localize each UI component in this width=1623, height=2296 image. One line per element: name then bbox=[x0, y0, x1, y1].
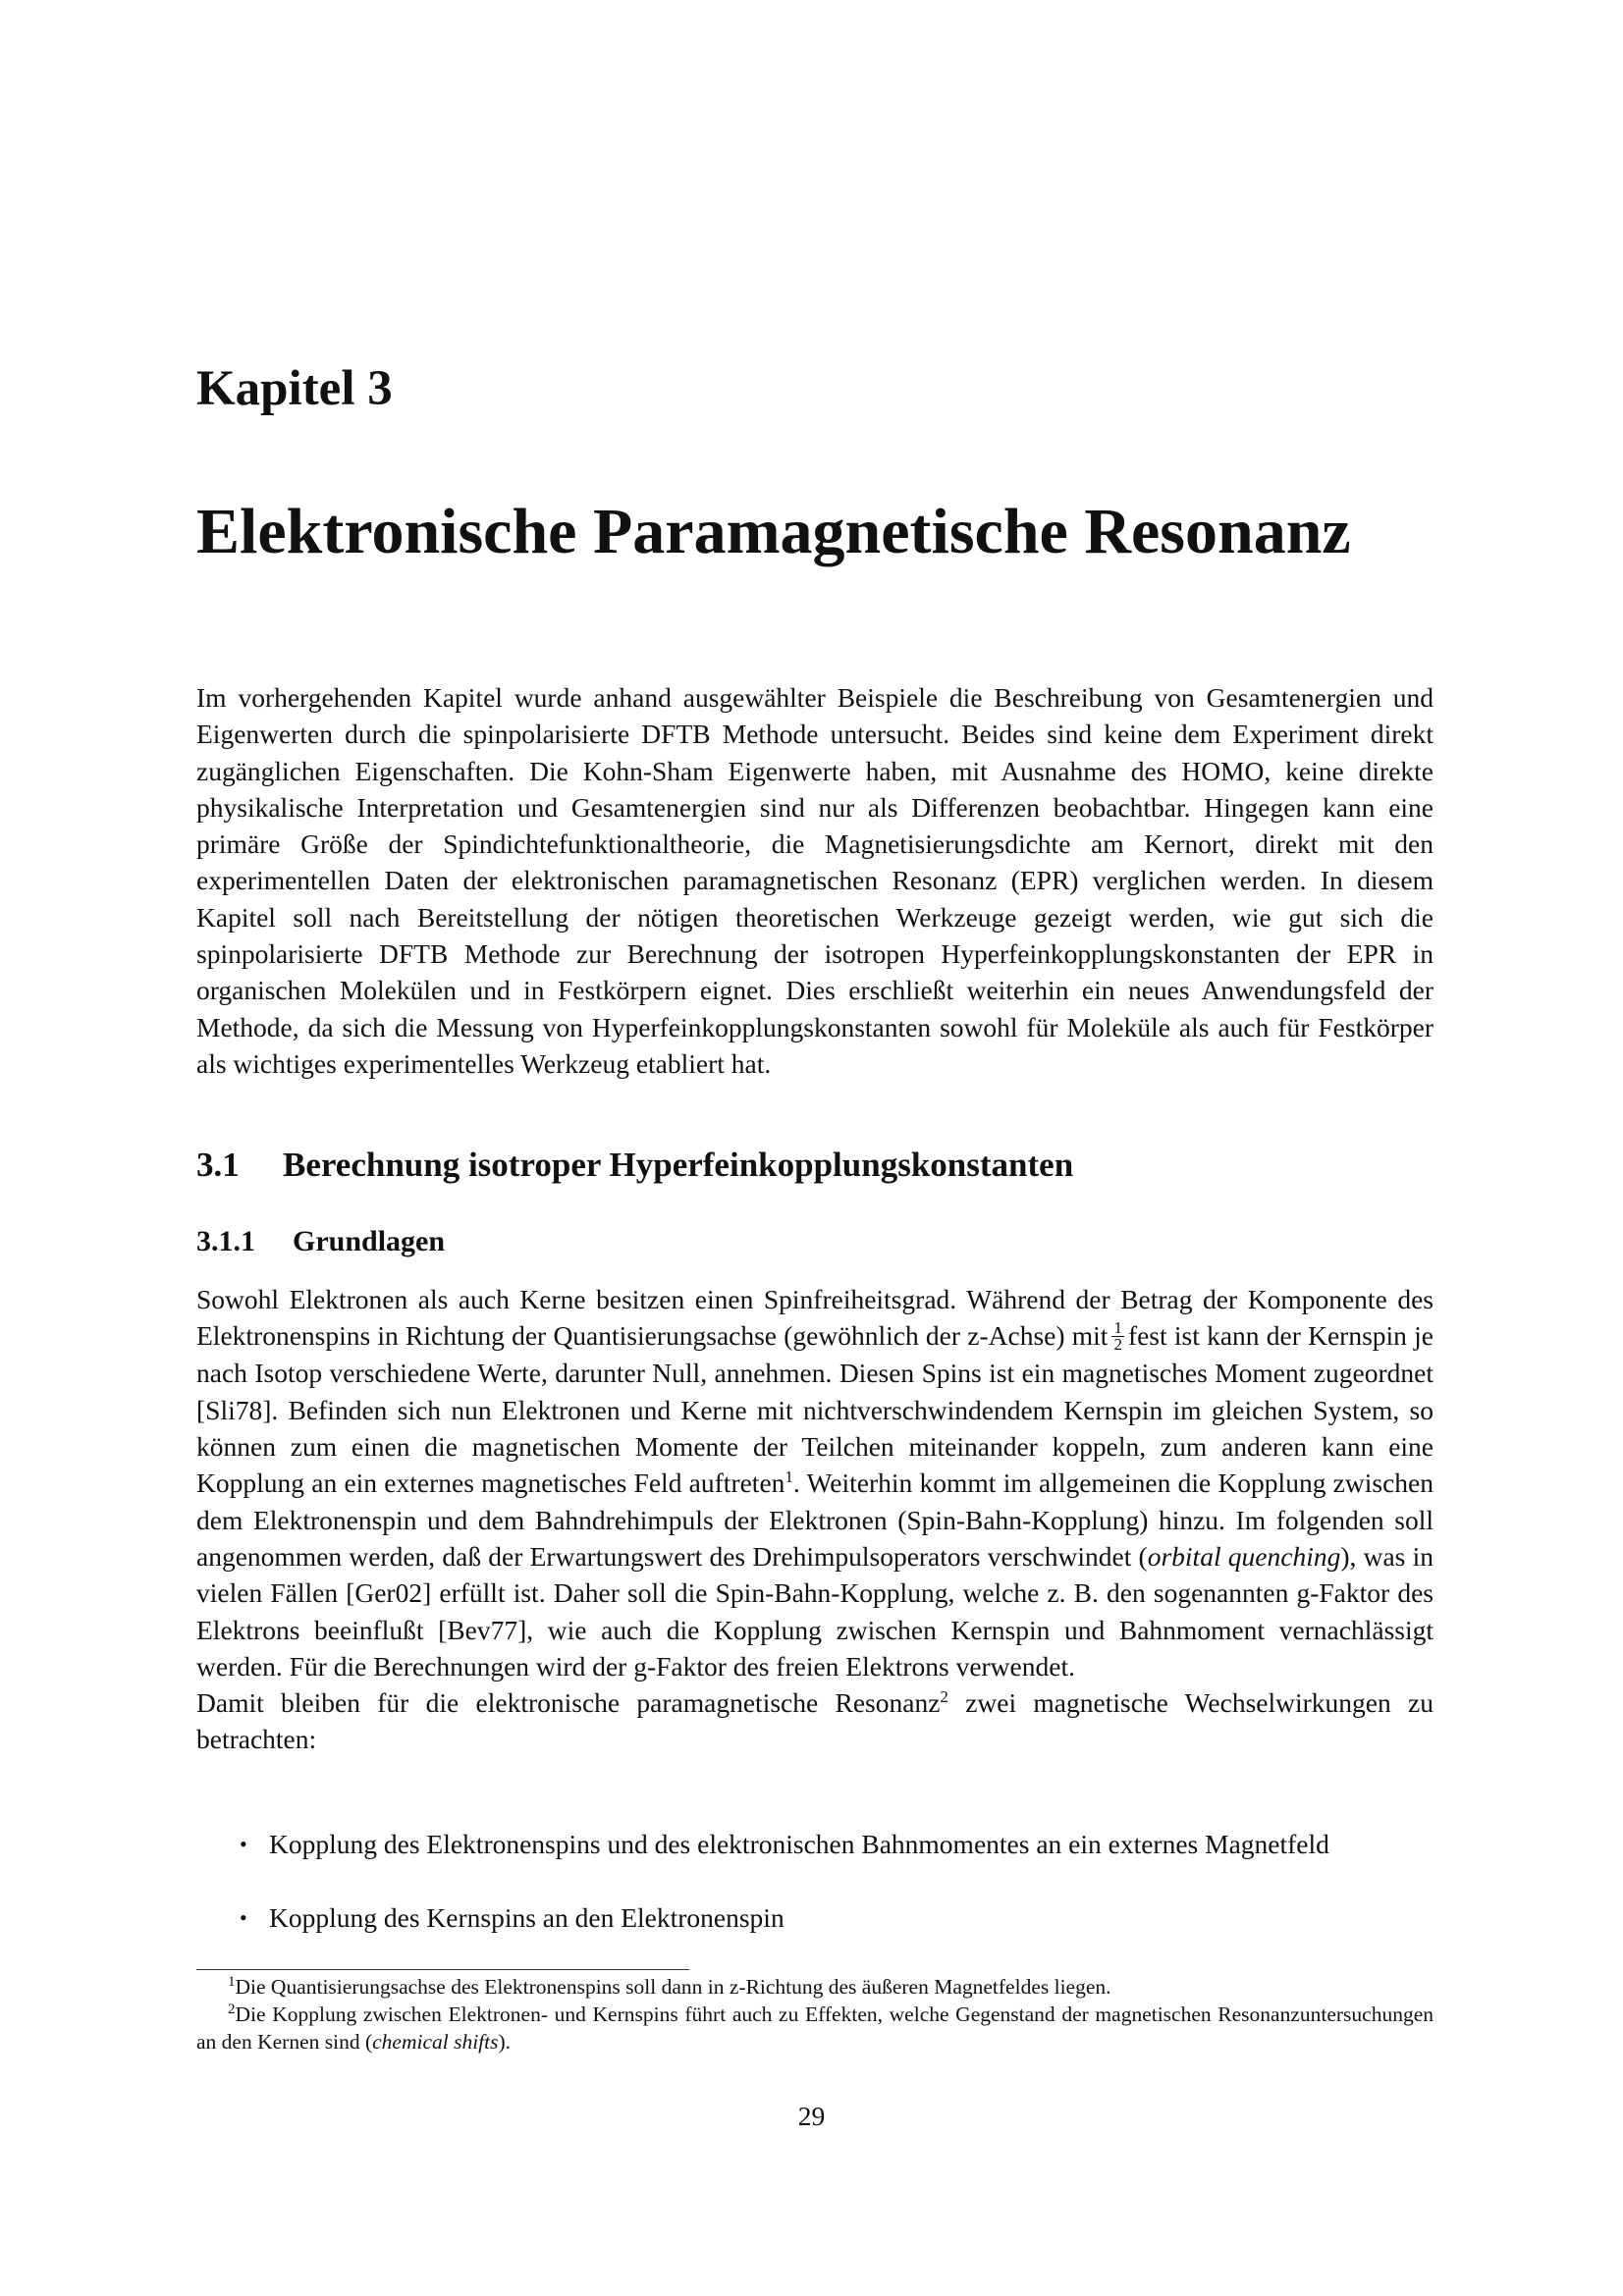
subsection-title: Grundlagen bbox=[293, 1225, 446, 1257]
list-item bbox=[236, 1826, 1329, 1862]
bullet-icon: • bbox=[240, 1832, 247, 1856]
basics-text-b: fest ist kann der Kernspin je nach Isotop verschiedene Werte, darunter Null, annehmen. Diesen Spins ist ein magnetisches Moment zugeordnet [Sli78]. Befinden sich nun Elektronen und Kerne mit nichtverschwindendem Kernspin im gleichen System, so können zum einen die magnetischen Momente der Teilchen miteinander koppeln, zum anderen kann eine Kopplung an ein externes magnetisches Feld auftreten bbox=[196, 1320, 1434, 1499]
footnote-1-mark: 1 bbox=[228, 1973, 236, 1990]
footnote-2-text: Die Kopplung zwischen Elektronen- und Kernspins führt auch zu Effekten, welche Gegenstand der magnetischen Resonanzuntersuchungen an den Kernen sind ( bbox=[196, 2002, 1434, 2054]
bullet-icon: • bbox=[240, 1905, 247, 1930]
list-item-text: Kopplung des Elektronenspins und des elektronischen Bahnmomentes an ein externes Magnetfeld bbox=[269, 1829, 1329, 1859]
basics-text-f: zwei magnetische Wechselwirkungen zu betrachten: bbox=[196, 1687, 1434, 1755]
footnote-1-ref[interactable]: 1 bbox=[784, 1468, 793, 1487]
chemical-shifts-term: chemical shifts bbox=[372, 2030, 499, 2054]
basics-body bbox=[196, 1281, 1434, 1758]
section-title: Berechnung isotroper Hyperfeinkopplungskonstanten bbox=[283, 1146, 1074, 1184]
footnote-2-mark: 2 bbox=[228, 2001, 236, 2017]
list-item bbox=[236, 1899, 1329, 1936]
basics-text-d: ), was in vielen Fällen [Ger02] erfüllt ist. Daher soll die Spin-Bahn-Kopplung, welche z. B. den sogenannten g-Faktor des Elektrons beeinflußt [Bev77], wie auch die Kopplung zwischen Kernspin und Bahnmoment vernachlässigt werden. Für die Berechnungen wird der g-Faktor des freien Elektrons verwendet. bbox=[196, 1540, 1434, 1682]
basics-text-a: Sowohl Elektronen als auch Kerne besitzen einen Spinfreiheitsgrad. Während der Betrag der Komponente des Elektronenspins in Richtung der Quantisierungsachse (gewöhnlich der z-Achse) mit bbox=[196, 1284, 1434, 1352]
basics-paragraph-1 bbox=[196, 1281, 1434, 1684]
footnotes bbox=[196, 1973, 1434, 2056]
basics-text-c: . Weiterhin kommt im allgemeinen die Kopplung zwischen dem Elektronenspin und dem Bahndrehimpuls der Elektronen (Spin-Bahn-Kopplung) hinzu. Im folgenden soll angenommen werden, daß der Erwartungswert des Drehimpulsoperators verschwindet ( bbox=[196, 1468, 1434, 1572]
orbital-quenching-term: orbital quenching bbox=[1147, 1540, 1341, 1572]
page-number: 29 bbox=[797, 2101, 826, 2131]
subsection-heading bbox=[196, 1224, 445, 1259]
footnote-divider bbox=[196, 1969, 689, 1970]
fraction-numerator: 1 bbox=[1113, 1318, 1122, 1338]
interaction-list bbox=[236, 1826, 1329, 1936]
section-heading bbox=[196, 1145, 1073, 1186]
basics-text-e: Damit bleiben für die elektronische paramagnetische Resonanz bbox=[196, 1687, 941, 1719]
footnote-1 bbox=[196, 1973, 1434, 2001]
section-number: 3.1 bbox=[196, 1146, 240, 1184]
subsection-number: 3.1.1 bbox=[196, 1225, 255, 1257]
fraction-one-half bbox=[1111, 1320, 1124, 1353]
footnote-2 bbox=[196, 2001, 1434, 2056]
footnote-2-tail: ). bbox=[498, 2030, 512, 2054]
fraction-denominator: 2 bbox=[1113, 1335, 1122, 1355]
chapter-title: Elektronische Paramagnetische Resonanz bbox=[196, 496, 1351, 567]
footnote-2-ref[interactable]: 2 bbox=[940, 1687, 948, 1706]
chapter-label: Kapitel 3 bbox=[196, 361, 393, 416]
footnote-1-text: Die Quantisierungsachse des Elektronenspins soll dann in z-Richtung des äußeren Magnetfeldes liegen. bbox=[235, 1975, 1111, 1999]
basics-paragraph-2 bbox=[196, 1684, 1434, 1758]
intro-paragraph: Im vorhergehenden Kapitel wurde anhand ausgewählter Beispiele die Beschreibung von Gesamtenergien und Eigenwerten durch die spinpolarisierte DFTB Methode untersucht. Beides sind keine dem Experiment direkt zugänglichen Eigenschaften. Die Kohn-Sham Eigenwerte haben, mit Ausnahme des HOMO, keine direkte physikalische Interpretation und Gesamtenergien sind nur als Differenzen beobachtbar. Hingegen kann eine primäre Größe der Spindichtefunktionaltheorie, die Magnetisierungsdichte am Kernort, direkt mit den experimentellen Daten der elektronischen paramagnetischen Resonanz (EPR) verglichen werden. In diesem Kapitel soll nach Bereitstellung der nötigen theoretischen Werkzeuge gezeigt werden, wie gut sich die spinpolarisierte DFTB Methode zur Berechnung der isotropen Hyperfeinkopplungskonstanten der EPR in organischen Molekülen und in Festkörpern eignet. Dies erschließt weiterhin ein neues Anwendungsfeld der Methode, da sich die Messung von Hyperfeinkopplungskonstanten sowohl für Moleküle als auch für Festkörper als wichtiges experimentelles Werkzeug etabliert hat. bbox=[196, 682, 1434, 1079]
list-item-text: Kopplung des Kernspins an den Elektronenspin bbox=[269, 1902, 784, 1933]
